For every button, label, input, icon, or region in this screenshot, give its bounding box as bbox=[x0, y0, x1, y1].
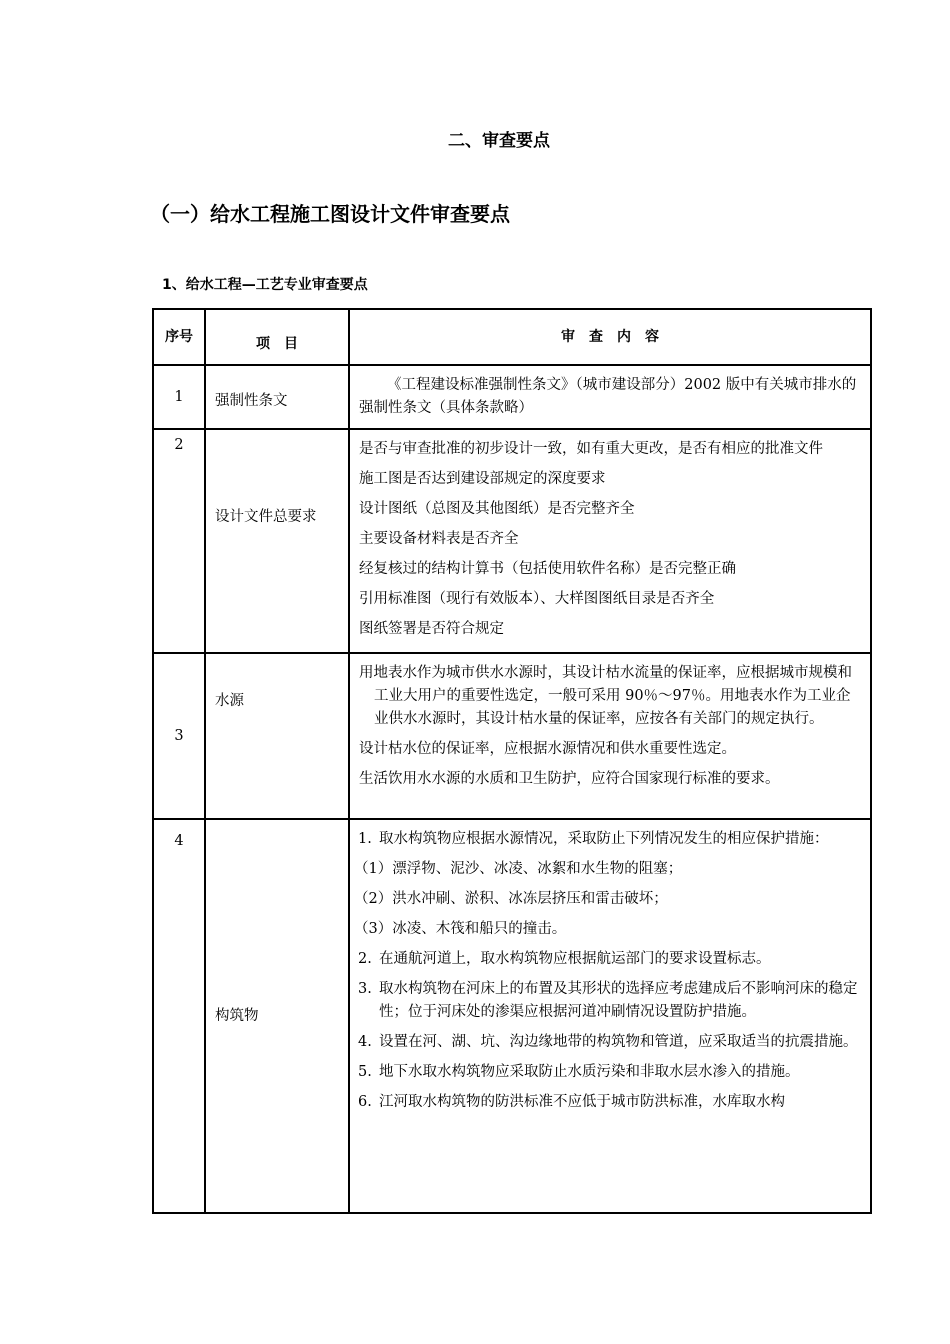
row-number: 2 bbox=[153, 429, 205, 653]
requirement-item: 图纸签署是否符合规定 bbox=[359, 621, 504, 637]
row-content bbox=[349, 429, 871, 653]
content-block bbox=[350, 820, 870, 1210]
row-item bbox=[205, 819, 349, 1213]
numbered-item bbox=[350, 828, 870, 851]
row-number: 1 bbox=[153, 365, 205, 429]
item-text: 设置在河、湖、坑、沟边缘地带的构筑物和管道，应采取适当的抗震措施。 bbox=[379, 1034, 858, 1050]
row-number: 4 bbox=[153, 819, 205, 1213]
table-row bbox=[153, 653, 871, 819]
item-text: 取水构筑物应根据水源情况，采取防止下列情况发生的相应保护措施： bbox=[379, 831, 829, 847]
row-content bbox=[349, 365, 871, 429]
item-number: 1. bbox=[358, 831, 372, 847]
numbered-item bbox=[350, 1061, 870, 1084]
item-number: 3. bbox=[358, 981, 372, 997]
row-content bbox=[349, 819, 871, 1213]
header-item bbox=[205, 309, 349, 365]
requirement-item: 设计图纸（总图及其他图纸）是否完整齐全 bbox=[359, 501, 635, 517]
requirement-item: 主要设备材料表是否齐全 bbox=[359, 531, 519, 547]
item-text: 在通航河道上，取水构筑物应根据航运部门的要求设置标志。 bbox=[379, 951, 771, 967]
row-item-label: 设计文件总要求 bbox=[215, 509, 317, 525]
header-item-label: 项 目 bbox=[256, 335, 298, 352]
row-item bbox=[205, 365, 349, 429]
requirement-item: 用地表水作为城市供水水源时，其设计枯水流量的保证率，应根据城市规模和工业大用户的重要性选定，一般可采用 90％～97％。用地表水作为工业企业供水水源时，其设计枯水量的保证率，应按各有关部门的规定执行。 bbox=[359, 665, 852, 727]
sub-item: （2）洪水冲刷、淤积、冰冻层挤压和雷击破坏； bbox=[354, 891, 668, 907]
numbered-item bbox=[350, 1031, 870, 1054]
content-block bbox=[350, 654, 870, 816]
row-content bbox=[349, 653, 871, 819]
table-row bbox=[153, 365, 871, 429]
content-paragraph: 《工程建设标准强制性条文》（城市建设部分）2002 版中有关城市排水的强制性条文（具体条款略） bbox=[359, 377, 857, 416]
header-content: 审 查 内 容 bbox=[349, 309, 871, 365]
item-number: 2. bbox=[358, 951, 372, 967]
row-number: 3 bbox=[153, 653, 205, 819]
subsection-heading: （一）给水工程施工图设计文件审查要点 bbox=[150, 202, 510, 226]
header-no: 序号 bbox=[153, 309, 205, 365]
item-number: 4. bbox=[358, 1034, 372, 1050]
item-text: 地下水取水构筑物应采取防止水质污染和非取水层水渗入的措施。 bbox=[379, 1064, 800, 1080]
row-item bbox=[205, 429, 349, 653]
item-number: 5. bbox=[358, 1064, 372, 1080]
table-header-row bbox=[153, 309, 871, 365]
row-item-label: 水源 bbox=[215, 693, 244, 709]
requirement-item: 生活饮用水水源的水质和卫生防护，应符合国家现行标准的要求。 bbox=[359, 771, 780, 787]
table-row bbox=[153, 819, 871, 1213]
sub-item: （3）冰凌、木筏和船只的撞击。 bbox=[354, 921, 567, 937]
row-item-label: 强制性条文 bbox=[215, 393, 288, 409]
item-text: 取水构筑物在河床上的布置及其形状的选择应考虑建成后不影响河床的稳定性；位于河床处的渗渠应根据河道冲刷情况设置防护措施。 bbox=[379, 981, 858, 1020]
numbered-item bbox=[350, 948, 870, 971]
requirement-item: 设计枯水位的保证率，应根据水源情况和供水重要性选定。 bbox=[359, 741, 736, 757]
content-block bbox=[350, 430, 870, 650]
table-row bbox=[153, 429, 871, 653]
item-number: 6. bbox=[358, 1094, 372, 1110]
numbered-item bbox=[350, 1091, 870, 1114]
table-title: 1、给水工程—工艺专业审查要点 bbox=[162, 277, 368, 293]
requirement-item: 引用标准图（现行有效版本）、大样图图纸目录是否齐全 bbox=[359, 591, 715, 607]
row-item bbox=[205, 653, 349, 819]
requirement-item: 是否与审查批准的初步设计一致，如有重大更改，是否有相应的批准文件 bbox=[359, 441, 823, 457]
section-heading: 二、审查要点 bbox=[448, 131, 550, 151]
sub-item: （1）漂浮物、泥沙、冰凌、冰絮和水生物的阻塞； bbox=[354, 861, 683, 877]
numbered-item bbox=[350, 978, 870, 1024]
review-table bbox=[152, 308, 872, 1214]
row-item-label: 构筑物 bbox=[215, 1007, 259, 1024]
requirement-item: 施工图是否达到建设部规定的深度要求 bbox=[359, 471, 606, 487]
item-text: 江河取水构筑物的防洪标准不应低于城市防洪标准，水库取水构 bbox=[379, 1094, 785, 1110]
requirement-item: 经复核过的结构计算书（包括使用软件名称）是否完整正确 bbox=[359, 561, 736, 577]
